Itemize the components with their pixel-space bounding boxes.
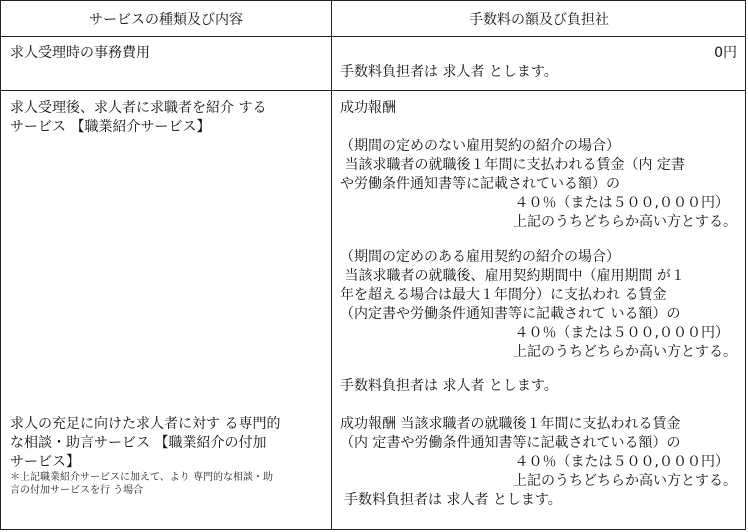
service-consulting-line1: 求人の充足に向けた求人者に対す る専門的 [10,416,281,432]
indefinite-line: 当該求職者の就職後１年間に支払われる賃金（内 定書 [340,157,685,173]
fee-bearer: 手数料負担者は 求人者 とします。 [340,378,558,394]
fee-title: 成功報酬 [340,100,396,116]
consulting-fee-line: 成功報酬 当該求職者の就職後１年間に支払われる賃金 [340,416,681,432]
indefinite-line: や労働条件通知書等に記載されている額）の [340,176,620,192]
consulting-fee-line: （内 定書や労働条件通知書等に記載されている額）の [340,435,681,451]
header-service: サービスの種類及び内容 [89,11,243,28]
definite-rate: ４０％（または５００,０００円） [514,325,729,341]
consulting-higher: 上記のうちどちらか高い方とする。 [513,473,737,489]
column-divider [331,1,332,529]
header-fee: 手数料の額及び負担社 [469,11,609,28]
service-consulting-line2: な相談・助言サービス 【職業紹介の付加 [10,435,267,451]
service-placement-line1: 求人受理後、求人者に求職者を紹介 する [10,100,267,116]
definite-line: （内定書や労働条件通知書等に記載されて いる額）の [340,306,681,322]
service-note: ＊上記職業紹介サービスに加えて、より 専門的な相談・助 [10,472,273,483]
service-reception-fee: 求人受理時の事務費用 [10,45,150,61]
row-divider [1,90,745,91]
definite-heading: （期間の定めのある雇用契約の紹介の場合） [340,249,620,265]
definite-line: 当該求職者の就職後、雇用契約期間中（雇用期間 が１ [340,268,685,284]
fee-bearer: 手数料負担者は 求人者 とします。 [340,64,558,80]
fee-bearer: 手数料負担者は 求人者 とします。 [344,492,562,508]
service-note: 言の付加サービスを行 う場合 [10,485,144,496]
definite-line: 年を超える場合は最大１年間分）に支払われ る賃金 [340,287,667,303]
service-placement-line2: サービス 【職業紹介サービス】 [10,119,211,135]
indefinite-heading: （期間の定めのない雇用契約の紹介の場合） [340,138,620,154]
indefinite-higher: 上記のうちどちらか高い方とする。 [513,214,737,230]
definite-higher: 上記のうちどちらか高い方とする。 [513,344,737,360]
row-divider [1,36,745,37]
consulting-rate: ４０％（または５００,０００円） [514,454,729,470]
indefinite-rate: ４０％（または５００,０００円） [514,195,729,211]
fee-amount: 0円 [714,45,737,61]
service-consulting-line3: サービス】 [10,454,80,470]
